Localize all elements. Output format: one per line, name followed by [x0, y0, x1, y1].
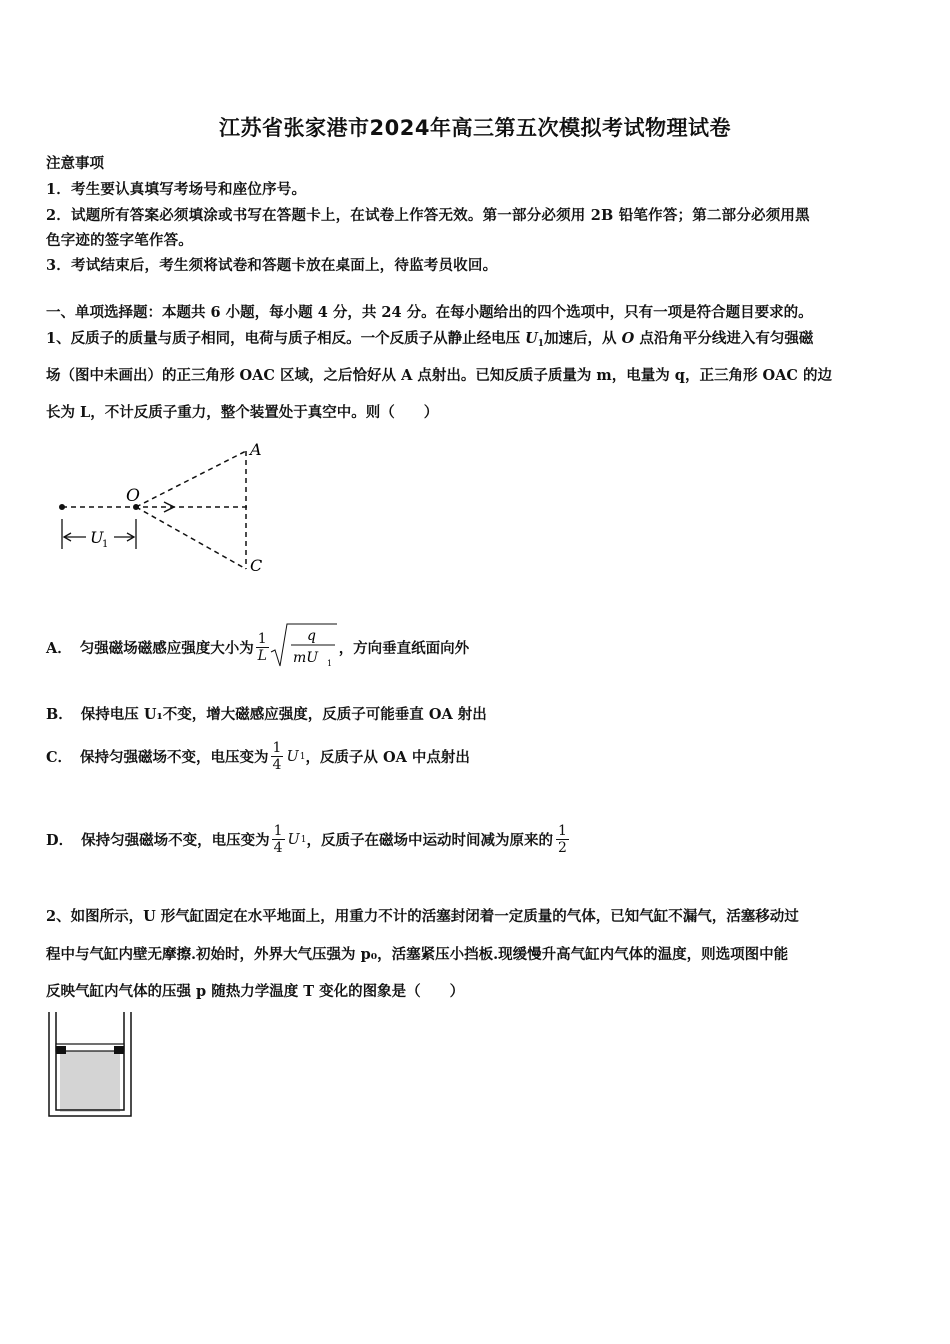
q1-option-d	[46, 823, 569, 856]
notice-heading: 注意事项	[46, 155, 104, 172]
option-text: 保持匀强磁场不变，电压变为	[80, 749, 269, 766]
var-u: U	[287, 831, 300, 848]
q1-text: 点沿角平分线进入有匀强磁	[634, 330, 814, 347]
fraction	[556, 823, 569, 856]
fraction-den: L	[257, 647, 267, 664]
option-text: 匀强磁场磁感应强度大小为	[79, 639, 254, 657]
q1-line-2: 场（图中未画出）的正三角形 OAC 区域，之后恰好从 A 点射出。已知反质子质量为 m，电量为 q，正三角形 OAC 的边	[46, 367, 832, 384]
fraction-den: 2	[557, 840, 567, 856]
option-text: ，方向垂直纸面向外	[338, 639, 470, 657]
sqrt-expression	[269, 622, 339, 672]
q1-text: 1、反质子的质量与质子相同，电荷与质子相反。一个反质子从静止经电压	[46, 330, 526, 347]
q1-text: 加速后，从	[544, 330, 622, 347]
fraction-num: 1	[273, 823, 283, 839]
fig-label-a: A	[250, 440, 262, 459]
notice-item-2: 2．试题所有答案必须填涂或书写在答题卡上，在试卷上作答无效。第一部分必须用 2B 铅笔作答；第二部分必须用黑	[46, 207, 810, 224]
sqrt-sign	[269, 622, 339, 668]
fraction	[271, 740, 284, 773]
q1-line-3: 长为 L，不计反质子重力，整个装置处于真空中。则（ ）	[46, 404, 439, 421]
var-u-sub: 1	[299, 751, 306, 762]
notice-item-1: 1．考生要认真填写考场号和座位序号。	[46, 181, 307, 198]
option-label: A．	[46, 639, 72, 657]
fraction-den: 4	[273, 840, 283, 856]
option-text: 保持匀强磁场不变，电压变为	[81, 832, 270, 849]
fig-label-u-sub: 1	[102, 539, 109, 550]
option-text: ，反质子从 OA 中点射出	[305, 749, 470, 766]
fraction-den: 4	[272, 757, 282, 773]
section-heading: 一、单项选择题：本题共 6 小题，每小题 4 分，共 24 分。在每小题给出的四个选项中，只有一项是符合题目要求的。	[46, 304, 813, 321]
q2-line-1: 2、如图所示，U 形气缸固定在水平地面上，用重力不计的活塞封闭着一定质量的气体，已知气缸不漏气，活塞移动过	[46, 908, 799, 925]
q1-var-o: O	[621, 330, 635, 347]
q2-line-2: 程中与气缸内壁无摩擦.初始时，外界大气压强为 p₀，活塞紧压小挡板.现缓慢升高气缸内气体的温度，则选项图中能	[46, 946, 789, 963]
sqrt-num: q	[306, 628, 316, 644]
fraction-num: 1	[557, 823, 567, 839]
fig-label-o: O	[126, 486, 140, 506]
exam-title: 江苏省张家港市2024年高三第五次模拟考试物理试卷	[219, 116, 731, 140]
q1-option-c	[46, 740, 470, 773]
option-text: 保持电压 U₁不变，增大磁感应强度，反质子可能垂直 OA 射出	[80, 706, 487, 723]
notice-item-3: 3．考试结束后，考生须将试卷和答题卡放在桌面上，待监考员收回。	[46, 257, 498, 274]
sqrt-den-sub: 1	[326, 659, 332, 668]
q2-line-3: 反映气缸内气体的压强 p 随热力学温度 T 变化的图象是（ ）	[46, 983, 465, 1000]
fig-label-c: C	[250, 556, 263, 575]
option-label: D．	[46, 832, 74, 849]
option-label: B．	[46, 706, 73, 723]
notice-item-2-cont: 色字迹的签字笔作答。	[46, 232, 193, 249]
option-label: C．	[46, 749, 73, 766]
fig-label-u: U	[90, 528, 104, 547]
q1-var-u: U	[525, 330, 538, 347]
fraction-num: 1	[257, 630, 267, 647]
q1-var-u-sub: 1	[537, 339, 545, 349]
fraction	[272, 823, 285, 856]
q1-option-a	[46, 622, 469, 672]
sqrt-den: mU	[292, 650, 318, 666]
fraction	[256, 631, 269, 664]
q1-line-1	[46, 327, 813, 349]
var-u: U	[286, 748, 299, 765]
q2-cylinder-figure	[44, 1010, 136, 1120]
q1-figure	[40, 435, 280, 585]
fraction-num: 1	[272, 740, 282, 756]
option-text: ，反质子在磁场中运动时间减为原来的	[306, 832, 553, 849]
q1-option-b	[46, 703, 487, 724]
var-u-sub: 1	[300, 834, 307, 845]
